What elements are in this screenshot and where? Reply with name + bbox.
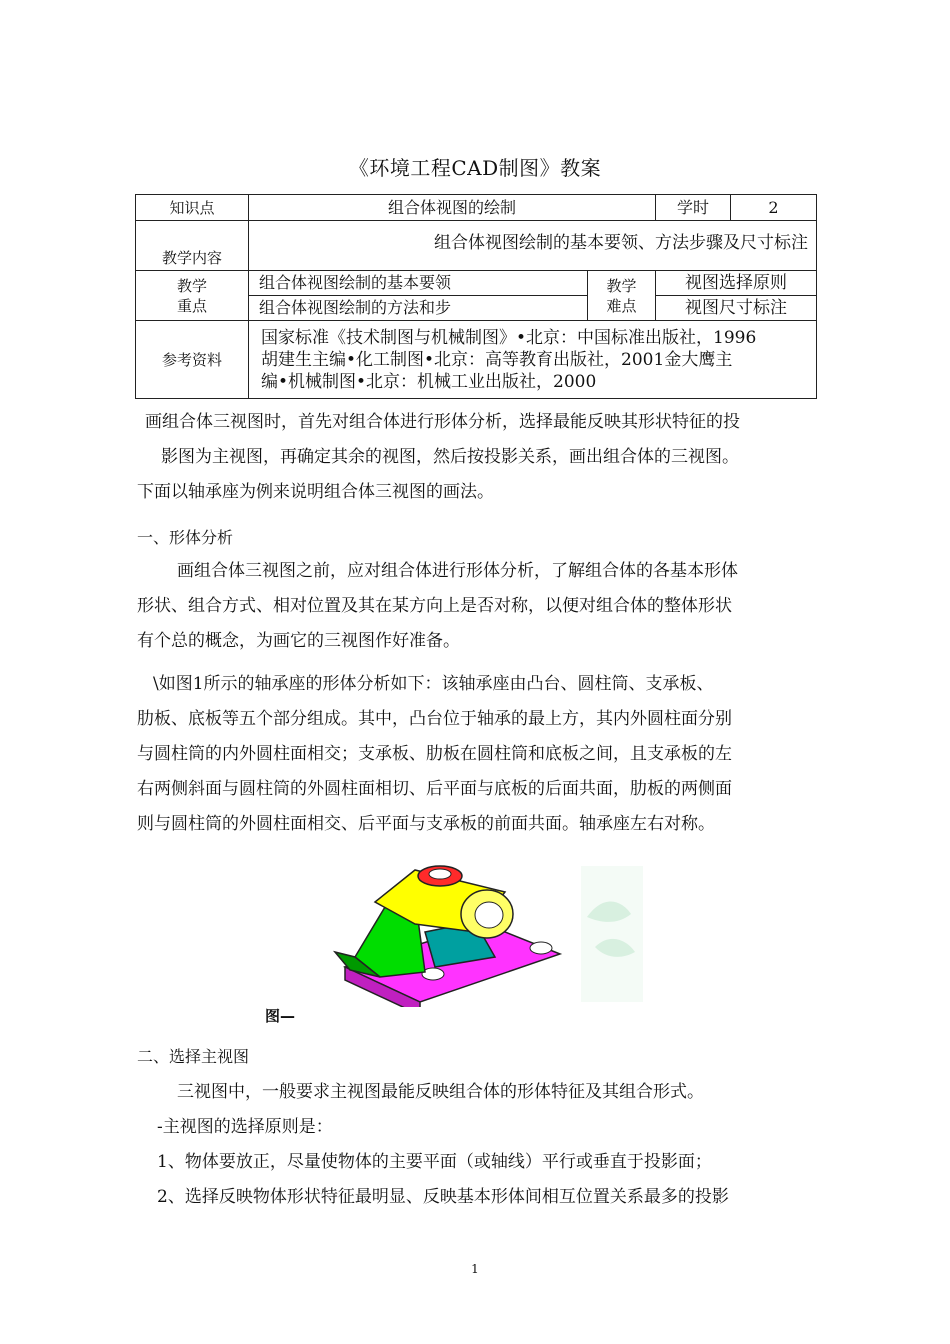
focus-item-2: 组合体视图绘制的方法和步 [259, 298, 452, 317]
difficulty-label-line-2: 难点 [606, 296, 637, 315]
section-1-p2-line-1: \如图1所示的轴承座的形体分析如下：该轴承座由凸台、圆柱筒、支承板、 [153, 674, 714, 694]
focus-label [136, 271, 249, 321]
section-1-paragraph-1 [137, 554, 817, 659]
section-2-heading: 二、选择主视图 [137, 1047, 250, 1066]
difficulty-cell [656, 271, 817, 321]
figure-caption: 图— [265, 1007, 296, 1025]
difficulty-label [588, 271, 656, 321]
figure-background-panel [581, 866, 643, 1002]
cylinder-bore [475, 902, 503, 928]
section-2-line-3: 1、物体要放正，尽量使物体的主要平面（或轴线）平行或垂直于投影面； [157, 1152, 712, 1172]
intro-paragraph [137, 405, 817, 510]
lesson-info-table [135, 194, 817, 399]
section-1-p2-line-2: 肋板、底板等五个部分组成。其中，凸台位于轴承的最上方，其内外圆柱面分别 [137, 709, 732, 729]
section-1-p1-line-2: 形状、组合方式、相对位置及其在某方向上是否对称，以便对组合体的整体形状 [137, 596, 732, 616]
focus-item-1: 组合体视图绘制的基本要领 [249, 271, 587, 296]
reference-label: 参考资料 [136, 321, 249, 399]
difficulty-item-1: 视图选择原则 [656, 271, 816, 296]
reference-line-2: 胡建生主编•化工制图•北京：高等教育出版社，2001金大鹰主 [261, 349, 733, 370]
content-value: 组合体视图绘制的基本要领、方法步骤及尺寸标注 [249, 221, 817, 271]
page-title: 《环境工程CAD制图》教案 [348, 156, 602, 180]
section-2-line-1: 三视图中，一般要求主视图最能反映组合体的形体特征及其组合形式。 [177, 1082, 704, 1102]
focus-label-line-2: 重点 [176, 296, 207, 315]
focus-label-line-1: 教学 [176, 276, 207, 295]
section-2-paragraph [137, 1075, 817, 1215]
intro-line-3: 下面以轴承座为例来说明组合体三视图的画法。 [137, 482, 494, 502]
section-1-p2-line-4: 右两侧斜面与圆柱筒的外圆柱面相切、后平面与底板的后面共面，肋板的两侧面 [137, 779, 732, 799]
base-hole-right [530, 942, 552, 954]
section-1-heading: 一、形体分析 [137, 528, 234, 547]
focus-cell [249, 271, 588, 321]
hours-label: 学时 [656, 195, 731, 221]
section-1-p2-line-3: 与圆柱筒的内外圆柱面相交；支承板、肋板在圆柱筒和底板之间，且支承板的左 [137, 744, 732, 764]
hours-value: 2 [731, 195, 817, 221]
boss-hole [429, 869, 451, 879]
knowledge-label: 知识点 [136, 195, 249, 221]
page-number: 1 [471, 1262, 479, 1276]
section-2-line-4: 2、选择反映物体形状特征最明显、反映基本形体间相互位置关系最多的投影 [157, 1187, 729, 1207]
section-1-p1-line-1: 画组合体三视图之前，应对组合体进行形体分析，了解组合体的各基本形体 [177, 561, 738, 581]
section-2-line-2: -主视图的选择原则是： [157, 1117, 333, 1137]
difficulty-label-line-1: 教学 [606, 276, 637, 295]
intro-line-1: 画组合体三视图时，首先对组合体进行形体分析，选择最能反映其形状特征的投 [145, 412, 740, 432]
section-1-p2-line-5: 则与圆柱筒的外圆柱面相交、后平面与支承板的前面共面。轴承座左右对称。 [137, 814, 715, 834]
intro-line-2: 影图为主视图，再确定其余的视图，然后按投影关系，画出组合体的三视图。 [161, 447, 739, 467]
reference-cell [249, 321, 817, 399]
section-1-paragraph-2 [137, 667, 817, 842]
knowledge-value: 组合体视图的绘制 [249, 195, 656, 221]
difficulty-item-2: 视图尺寸标注 [685, 298, 787, 318]
reference-line-1: 国家标准《技术制图与机械制图》•北京：中国标准出版社，1996 [261, 327, 757, 348]
bearing-seat-figure [305, 862, 645, 1007]
reference-line-3: 编•机械制图•北京：机械工业出版社，2000 [261, 371, 597, 392]
section-1-p1-line-3: 有个总的概念，为画它的三视图作好准备。 [137, 631, 460, 651]
content-label: 教学内容 [136, 221, 249, 271]
